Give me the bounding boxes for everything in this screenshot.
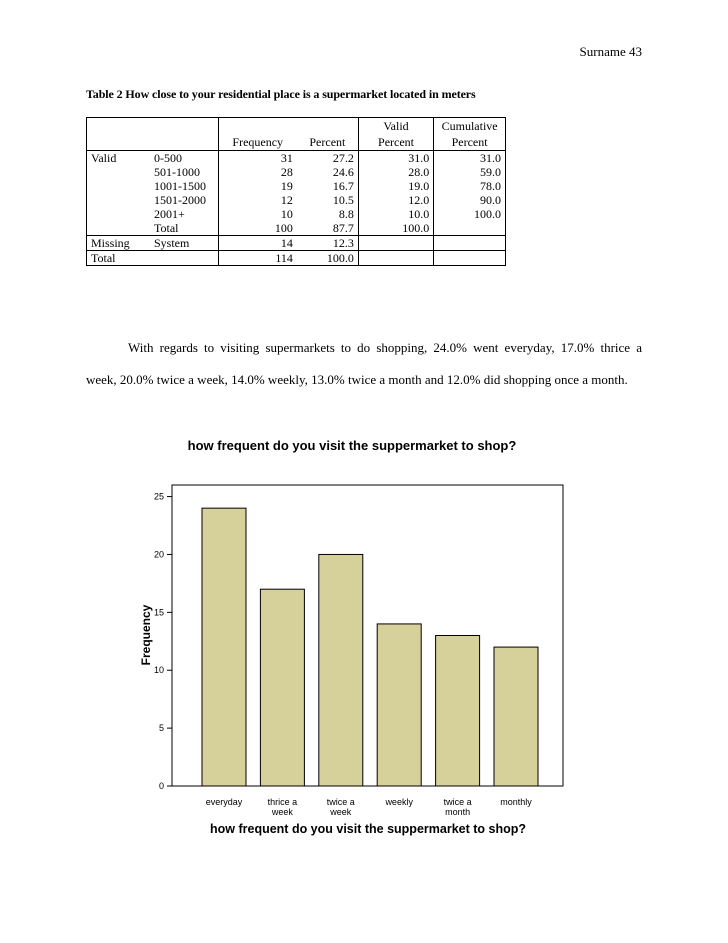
y-tick-label: 25 <box>153 491 164 502</box>
row-label: 1001-1500 <box>154 179 206 193</box>
header-valid: Valid <box>358 118 433 135</box>
row-label: System <box>150 236 218 251</box>
header-frequency: Frequency <box>218 134 297 151</box>
cell-percent: 24.6 <box>332 165 354 179</box>
table-caption: Table 2 How close to your residential place is a supermarket located in meters <box>86 87 476 101</box>
x-tick-label: weekly <box>385 797 413 807</box>
cell-valid-percent: 10.0 <box>358 207 433 221</box>
cell-percent: 16.7 <box>332 179 354 193</box>
cell-percent: 10.5 <box>332 193 354 207</box>
cell-frequency: 19 <box>218 179 297 193</box>
cell-percent: 100.0 <box>297 251 358 266</box>
cell-cumulative-percent: 100.0 <box>434 207 506 221</box>
x-tick-label: thrice a week <box>267 797 298 817</box>
chart-title: how frequent do you visit the suppermarket to shop? <box>187 438 517 453</box>
bar <box>494 647 538 786</box>
y-tick-label: 5 <box>158 723 164 734</box>
y-tick-label: 10 <box>153 665 164 676</box>
cell-valid-percent: 31.0 <box>358 151 433 166</box>
x-tick-label: twice a month <box>443 797 472 817</box>
row-label: Total <box>154 221 179 235</box>
cell-cumulative-percent: 90.0 <box>434 193 506 207</box>
y-tick-label: 0 <box>158 781 164 791</box>
row-label: 2001+ <box>154 207 185 221</box>
y-axis-label: Frequency <box>139 604 153 666</box>
row-label: 1501-2000 <box>154 193 206 207</box>
row-group: Valid <box>87 151 151 166</box>
header-cumulative: Cumulative <box>434 118 506 135</box>
x-tick-label: twice a week <box>326 797 355 817</box>
x-axis-label: how frequent do you visit the suppermarket to shop? <box>210 822 526 836</box>
cell-percent: 8.8 <box>338 207 354 221</box>
header-valid-percent: Percent <box>358 134 433 151</box>
cell-percent: 27.2 <box>297 151 358 166</box>
y-tick-label: 15 <box>153 607 164 618</box>
header-percent: Percent <box>309 135 346 149</box>
cell-frequency: 114 <box>218 251 297 266</box>
y-axis <box>154 492 172 791</box>
row-group: Total <box>87 251 151 266</box>
row-label: 501-1000 <box>154 165 200 179</box>
x-axis <box>206 797 533 817</box>
header-cumulative-percent: Percent <box>434 134 506 151</box>
bar <box>260 589 304 786</box>
y-tick-label: 20 <box>153 549 164 560</box>
x-tick-label: monthly <box>500 797 532 807</box>
cell-frequency: 31 <box>218 151 297 166</box>
cell-frequency: 100 <box>218 221 297 236</box>
cell-frequency: 14 <box>218 236 297 251</box>
cell-valid-percent: 12.0 <box>358 193 433 207</box>
row-label: 0-500 <box>150 151 218 166</box>
cell-cumulative-percent: 31.0 <box>434 151 506 166</box>
row-group: Missing <box>87 236 151 251</box>
bar <box>377 624 421 786</box>
bars-group <box>202 508 538 786</box>
bar <box>202 508 246 786</box>
cell-valid-percent: 100.0 <box>358 221 433 236</box>
cell-valid-percent: 19.0 <box>358 179 433 193</box>
cell-cumulative-percent: 59.0 <box>434 165 506 179</box>
bar <box>436 636 480 787</box>
cell-percent: 87.7 <box>332 221 354 235</box>
cell-cumulative-percent: 78.0 <box>434 179 506 193</box>
x-tick-label: everyday <box>205 797 243 807</box>
cell-percent: 12.3 <box>297 236 358 251</box>
cell-frequency: 28 <box>218 165 297 179</box>
paragraph-line-2: week, 20.0% twice a week, 14.0% weekly, 13.0% twice a month and 12.0% did shopping once a month. <box>86 372 628 387</box>
bar <box>319 554 363 786</box>
cell-frequency: 12 <box>218 193 297 207</box>
cell-frequency: 10 <box>218 207 297 221</box>
page-surname-header: Surname 43 <box>579 44 642 59</box>
paragraph-line-1: With regards to visiting supermarkets to do shopping, 24.0% went everyday, 17.0% thrice a <box>128 340 642 355</box>
cell-valid-percent: 28.0 <box>358 165 433 179</box>
